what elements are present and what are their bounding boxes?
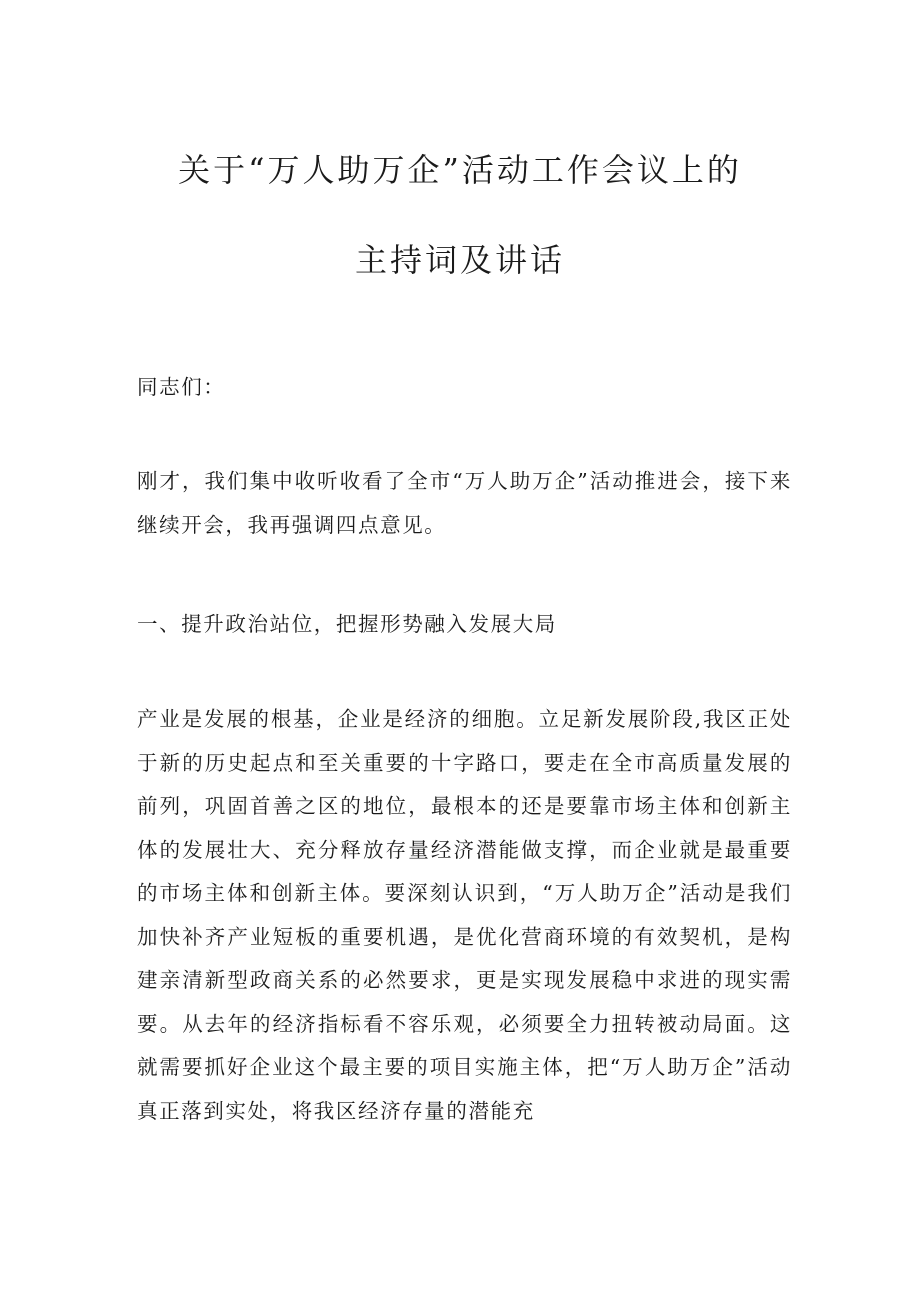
intro-paragraph: 刚才，我们集中收听收看了全市“万人助万企”活动推进会，接下来继续开会，我再强调四点意见。 (137, 469, 792, 537)
document-title-line-1: 关于“万人助万企”活动工作会议上的 (178, 151, 742, 189)
body-paragraph: 产业是发展的根基，企业是经济的细胞。立足新发展阶段,我区正处于新的历史起点和至关重要的十字路口，要走在全市高质量发展的前列，巩固首善之区的地位，最根本的还是要靠市场主体和创新主体的发展壮大、充分释放存量经济潜能做支撑，而企业就是最重要的市场主体和创新主体。要深刻认识到，“万人助万企”活动是我们加快补齐产业短板的重要机遇，是优化营商环境的有效契机，是构建亲清新型政商关系的必然要求，更是实现发展稳中求进的现实需要。从去年的经济指标看不容乐观，必须要全力扭转被动局面。这就需要抓好企业这个最主要的项目实施主体，把“万人助万企”活动真正落到实处，将我区经济存量的潜能充 (137, 707, 792, 1123)
salutation: 同志们： (137, 375, 226, 399)
section-heading: 一、提升政治站位，把握形势融入发展大局 (137, 612, 557, 636)
document-title-line-2: 主持词及讲话 (354, 241, 565, 279)
